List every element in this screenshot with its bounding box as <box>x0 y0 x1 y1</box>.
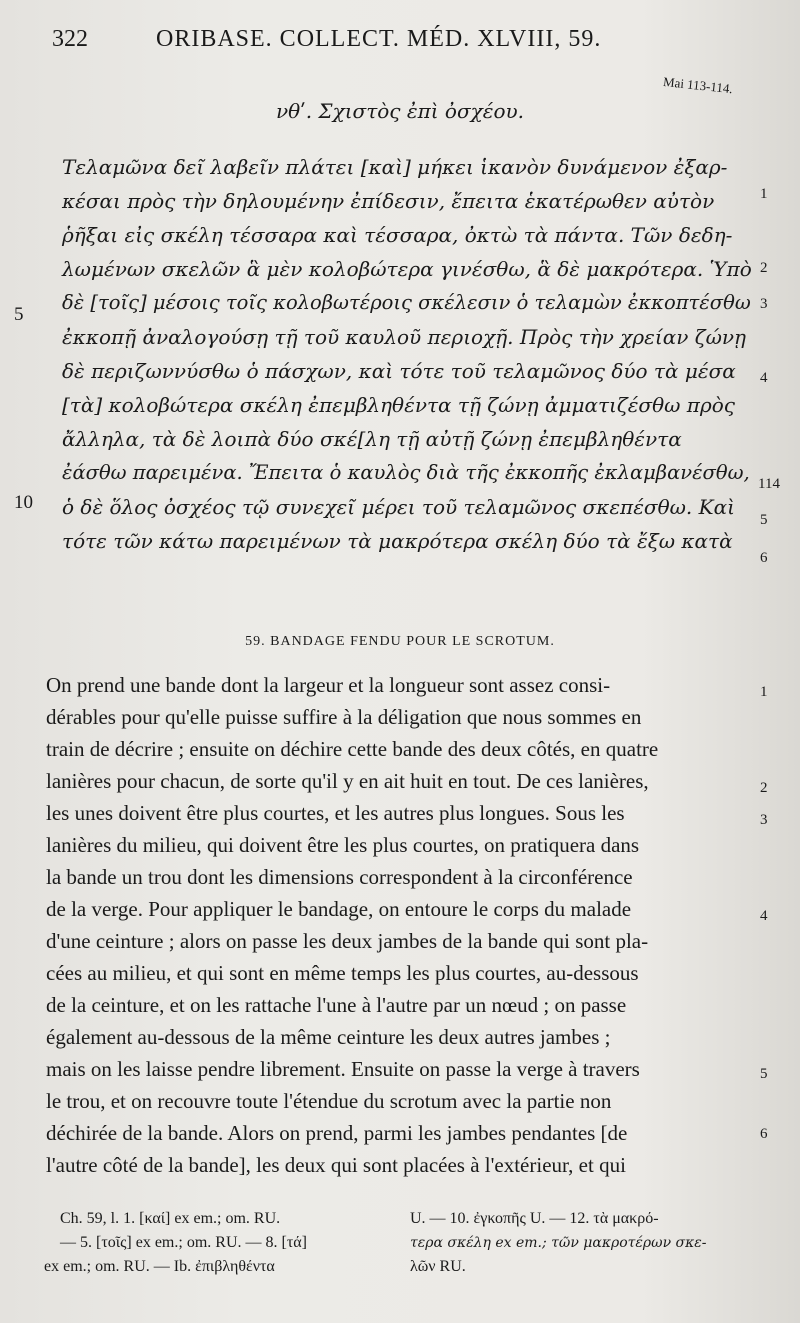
french-line: les unes doivent être plus courtes, et les autres plus longues. Sous les <box>46 801 625 825</box>
french-line: de la ceinture, et on les rattache l'une à l'autre par un nœud ; on passe <box>46 993 627 1017</box>
note-line-left: ex em.; om. RU. — Ib. ἐπιβληθέντα <box>44 1258 275 1275</box>
greek-line: ἐάσθω παρειμένα. Ἔπειτα ὁ καυλὸς διὰ τῆς ἐκκοπῆς ἐκλαμβανέσθω, <box>62 461 750 484</box>
greek-line: ῥῆξαι εἰς σκέλη τέσσαρα καὶ τέσσαρα, ὀκτὼ τὰ πάντα. Τῶν δεδη- <box>62 223 733 247</box>
greek-line: τότε τῶν κάτω παρειμένων τὰ μακρότερα σκέλη δύο τὰ ἔξω κατὰ <box>62 529 733 553</box>
greek-line: δὲ [τοῖς] μέσοις τοῖς κολοβωτέροις σκέλεσιν ὁ τελαμὼν ἐκκοπτέσθω <box>62 291 751 314</box>
greek-margin-number: 4 <box>760 370 768 386</box>
greek-line: Τελαμῶνα δεῖ λαβεῖν πλάτει [καὶ] μήκει ἱκανὸν δυνάμενον ἐξαρ- <box>62 155 728 179</box>
note-line-left: — 5. [τοῖς] ex em.; om. RU. — 8. [τά] <box>60 1234 307 1251</box>
note-line-right: λῶν RU. <box>410 1258 466 1275</box>
french-margin-number: 4 <box>760 908 768 924</box>
french-line: lanières pour chacun, de sorte qu'il y en ait huit en tout. De ces lanières, <box>46 769 649 793</box>
greek-margin-number: 3 <box>760 296 768 312</box>
french-chapter-title: 59. BANDAGE FENDU POUR LE SCROTUM. <box>245 634 555 649</box>
page-header <box>52 22 772 62</box>
french-line: d'une ceinture ; alors on passe les deux jambes de la bande qui sont pla- <box>46 929 649 953</box>
greek-chapter-title: νθʹ. Σχιστὸς ἐπὶ ὀσχέου. <box>275 99 525 123</box>
french-line: le trou, et on recouvre toute l'étendue du scrotum avec la partie non <box>46 1089 612 1113</box>
french-line: train de décrire ; ensuite on déchire cette bande des deux côtés, en quatre <box>46 737 659 761</box>
margin-reference: Mai 113-114. <box>662 74 734 97</box>
greek-margin-number: 2 <box>760 260 768 276</box>
french-line: de la verge. Pour appliquer le bandage, on entoure le corps du malade <box>46 897 632 921</box>
running-head: ORIBASE. COLLECT. MÉD. XLVIII, 59. <box>156 26 602 52</box>
greek-margin-number: 5 <box>760 512 768 528</box>
page-number: 322 <box>52 26 88 52</box>
french-line: l'autre côté de la bande], les deux qui sont placées à l'extérieur, et qui <box>46 1153 626 1177</box>
french-margin-number: 3 <box>760 812 768 828</box>
greek-line: ὁ δὲ ὅλος ὀσχέος τῷ συνεχεῖ μέρει τοῦ τελαμῶνος σκεπέσθω. Καὶ <box>62 495 735 519</box>
french-margin-number: 2 <box>760 780 768 796</box>
french-line: On prend une bande dont la largeur et la longueur sont assez consi- <box>46 673 611 697</box>
greek-line: κέσαι πρὸς τὴν δηλουμένην ἐπίδεσιν, ἔπειτα ἑκατέρωθεν αὐτὸν <box>62 189 715 213</box>
french-line: dérables pour qu'elle puisse suffire à la déligation que nous sommes en <box>46 705 642 729</box>
french-line: déchirée de la bande. Alors on prend, parmi les jambes pendantes [de <box>46 1121 628 1145</box>
french-margin-number: 6 <box>760 1126 768 1142</box>
french-margin-number: 1 <box>760 684 768 700</box>
greek-line: ἐκκοπῇ ἀναλογούσῃ τῇ τοῦ καυλοῦ περιοχῇ. Πρὸς τὴν χρείαν ζώνῃ <box>62 325 747 349</box>
greek-margin-number: 6 <box>760 550 768 566</box>
greek-line: [τὰ] κολοβώτερα σκέλη ἐπεμβληθέντα τῇ ζώνῃ ἀμματιζέσθω πρὸς <box>62 393 735 417</box>
note-line-right: U. — 10. ἐγκοπῆς U. — 12. τὰ μακρό- <box>410 1210 659 1227</box>
french-line: également au-dessous de la même ceinture les deux autres jambes ; <box>46 1025 611 1049</box>
french-line: la bande un trou dont les dimensions correspondent à la circonférence <box>46 865 633 889</box>
greek-line: λωμένων σκελῶν ἃ μὲν κολοβώτερα γινέσθω, ἃ δὲ μακρότερα. Ὑπὸ <box>62 257 752 281</box>
note-line-left: Ch. 59, l. 1. [καί] ex em.; om. RU. <box>60 1210 281 1227</box>
greek-line-number: 5 <box>14 304 24 325</box>
greek-margin-number: 1 <box>760 186 768 202</box>
french-line: cées au milieu, et qui sont en même temps les plus courtes, au-dessous <box>46 961 639 985</box>
greek-line-number: 10 <box>14 492 33 513</box>
greek-line: ἄλληλα, τὰ δὲ λοιπὰ δύο σκέ[λη τῇ αὐτῇ ζώνῃ ἐπεμβληθέντα <box>62 427 682 451</box>
french-line: lanières du milieu, qui doivent être les plus courtes, on pratiquera dans <box>46 833 640 857</box>
french-line: mais on les laisse pendre librement. Ensuite on passe la verge à travers <box>46 1057 640 1081</box>
greek-margin-number: 114 <box>758 476 780 492</box>
note-line-right: τερα σκέλη ex em.; τῶν μακροτέρων σκε- <box>410 1235 707 1251</box>
greek-line: δὲ περιζωννύσθω ὁ πάσχων, καὶ τότε τοῦ τελαμῶνος δύο τὰ μέσα <box>62 359 736 383</box>
french-margin-number: 5 <box>760 1066 768 1082</box>
